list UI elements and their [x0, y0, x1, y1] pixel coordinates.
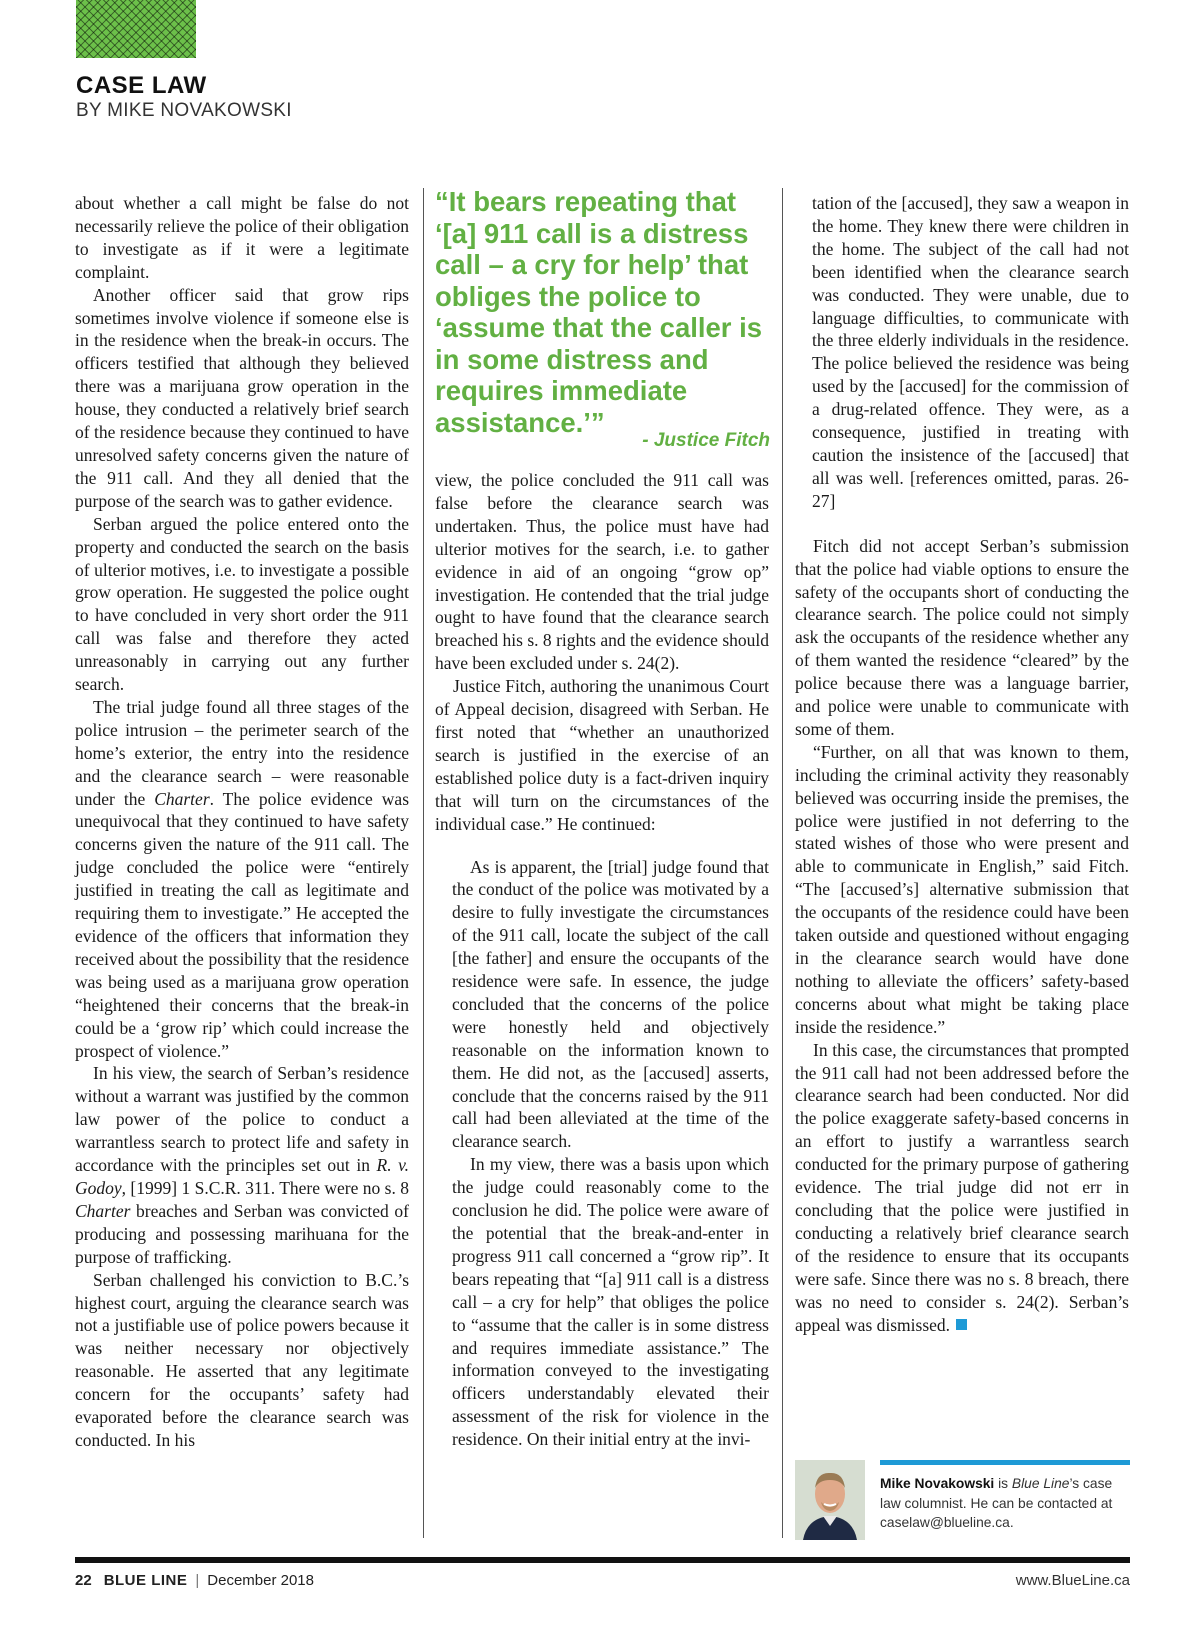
article-column-2 — [435, 469, 769, 1451]
paragraph: Another officer said that grow rips sometimes involve violence if someone else is in the residence when the break-in occurs. The officers testified that although they believed there was a marijuana grow operation in the house, they conducted a relatively brief search of the residence because they continued to have unresolved safety concerns given the nature of the 911 call. And they all denied that the purpose of the search was to gather evidence. — [75, 284, 409, 511]
end-mark-icon — [956, 1319, 967, 1330]
issue-date: December 2018 — [207, 1572, 314, 1589]
column-divider — [782, 188, 783, 1538]
footer-rule — [75, 1557, 1130, 1563]
paragraph: Fitch did not accept Serban’s submission that the police had viable options to ensure the safety of the occupants short of conducting the clearance search. The police could not simply ask the occupants of the residence whether any of them wanted the residence “cleared” by the police because there was a language barrier, and police were unable to communicate with some of them. — [795, 535, 1129, 739]
quote-paragraph: As is apparent, the [trial] judge found that the conduct of the police was motivated by a desire to fully investigate the circumstances of the 911 call, locate the subject of the call [the father] and ensure the occupants of the residence were safe. In essence, the judge concluded that the concerns of the police were honestly held and objectively reasonable on the information known to them. He did not, as the [accused] asserts, conclude that the concerns raised by the 911 call had been alleviated at the time of the clearance search. — [452, 856, 769, 1152]
pull-quote-attribution: - Justice Fitch — [642, 430, 770, 451]
block-quote — [452, 856, 769, 1452]
section-pattern-block — [76, 0, 196, 58]
quote-paragraph: In my view, there was a basis upon which the judge could reasonably come to the conclusion he did. The police were aware of the potential that the break-and-enter in progress 911 call concerned a “grow rip”. It bears repeating that “[a] 911 call is a distress call – a cry for help” that obliges the police to “assume that the caller is in some distress and requires immediate assistance.” The information conveyed to the investigating officers understandably elevated their assessment of the risk for violence in the residence. On their initial entry at the invi- — [452, 1154, 769, 1450]
footer-url[interactable]: www.BlueLine.ca — [1015, 1572, 1130, 1589]
section-title: CASE LAW — [76, 72, 207, 99]
footer-left — [75, 1572, 314, 1589]
paragraph: “Further, on all that was known to them, including the criminal activity they reasonably believed was occurring inside the premises, the police were justified in not deferring to the stated wishes of those who were present and able to communicate in English,” said Fitch. “The [accused’s] alternative submission that the occupants of the residence could have been taken outside and questioned without engaging in the clearance search would have done nothing to alleviate the officers’ safety-based concerns about what might be taking place inside the residence.” — [795, 741, 1129, 1037]
page-number: 22 — [75, 1572, 92, 1589]
footer-separator: | — [195, 1572, 200, 1589]
paragraph: Justice Fitch, authoring the unanimous Court of Appeal decision, disagreed with Serban. He first noted that “whether an unauthorized search is justified in the exercise of an established police duty is a fact-driven inquiry that will turn on the circumstances of the individual case.” He continued: — [435, 676, 769, 834]
magazine-name: BLUE LINE — [103, 1572, 188, 1589]
paragraph: about whether a call might be false do not necessarily relieve the police of their obligation to investigate as if it were a legitimate complaint. — [75, 193, 409, 282]
article-column-1 — [75, 192, 409, 1452]
paragraph: Serban challenged his conviction to B.C.’s highest court, arguing the clearance search was not a justifiable use of police powers because it was neither necessary nor objectively reasonable. He asserted that any legitimate concern for the occupants’ safety had evaporated before the clearance search was conducted. In his — [75, 1269, 409, 1450]
paragraph: In his view, the search of Serban’s residence without a warrant was justified by the common law power of the police to conduct a warrantless search to protect life and safety in accordance with the principles set out in R. v. Godoy, [1999] 1 S.C.R. 311. There were no s. 8 Charter breaches and Serban was convicted of producing and possessing marihuana for the purpose of trafficking. — [75, 1063, 409, 1267]
author-box — [795, 1460, 1129, 1540]
paragraph: Serban argued the police entered onto the property and conducted the search on the basis of ulterior motives, i.e. to investigate a possible grow operation. He suggested the police ought to have concluded in very short order the 911 call was false and therefore they acted unreasonably in carrying out any further search. — [75, 513, 409, 695]
author-photo — [795, 1460, 865, 1540]
author-bio: Mike Novakowski is Blue Line’s case law columnist. He can be contacted at caselaw@blueline.ca. — [880, 1476, 1113, 1530]
article-column-3 — [795, 192, 1129, 1336]
paragraph: view, the police concluded the 911 call was false before the clearance search was undertaken. Thus, the police must have had ulterior motives for the search, i.e. to gather evidence in aid of an ongoing “grow op” investigation. He contended that the trial judge ought to have found that the clearance search breached his s. 8 rights and the evidence should have been excluded under s. 24(2). — [435, 470, 769, 674]
block-quote-continued — [812, 192, 1129, 513]
pull-quote: “It bears repeating that ‘[a] 911 call is a distress call – a cry for help’ that obliges the police to ‘assume that the caller is in some distress and requires immediate assistance.’” — [435, 186, 763, 438]
paragraph: The trial judge found all three stages of the police intrusion – the perimeter search of the home’s exterior, the entry into the residence and the clearance search – were reasonable under the Charter. The police evidence was unequivocal that they continued to have safety concerns given the nature of the 911 call. The judge concluded the police were “entirely justified in treating the call as legitimate and requiring them to investigate.” He accepted the evidence of the officers that information they received about the possibility that the residence was being used as a marijuana grow operation “heightened their concerns that the break-in could be a ‘grow rip’ which could increase the prospect of violence.” — [75, 696, 409, 1061]
author-accent-bar — [880, 1460, 1130, 1465]
column-divider — [423, 188, 424, 1538]
paragraph: In this case, the circumstances that prompted the 911 call had not been addressed before the clearance search had been conducted. Nor did the police exaggerate safety-based concerns in an effort to justify a warrantless search conducted for the primary purpose of gathering evidence. The trial judge did not err in concluding that the police were justified in conducting a relatively brief clearance search of the residence to ensure that its occupants were safe. Since there was no s. 8 breach, there was no need to consider s. 24(2). Serban’s appeal was dismissed. — [795, 1039, 1129, 1335]
byline: BY MIKE NOVAKOWSKI — [76, 100, 292, 121]
quote-paragraph: tation of the [accused], they saw a weapon in the home. They knew there were children in the home. The subject of the call had not been identified when the clearance search was conducted. They were unable, due to language difficulties, to communicate with the three elderly individuals in the residence. The police believed the residence was being used by the [accused] for the commission of a drug-related offence. They were, as a consequence, justified in treating with caution the insistence of the [accused] that all was well. [references omitted, paras. 26-27] — [812, 193, 1129, 511]
